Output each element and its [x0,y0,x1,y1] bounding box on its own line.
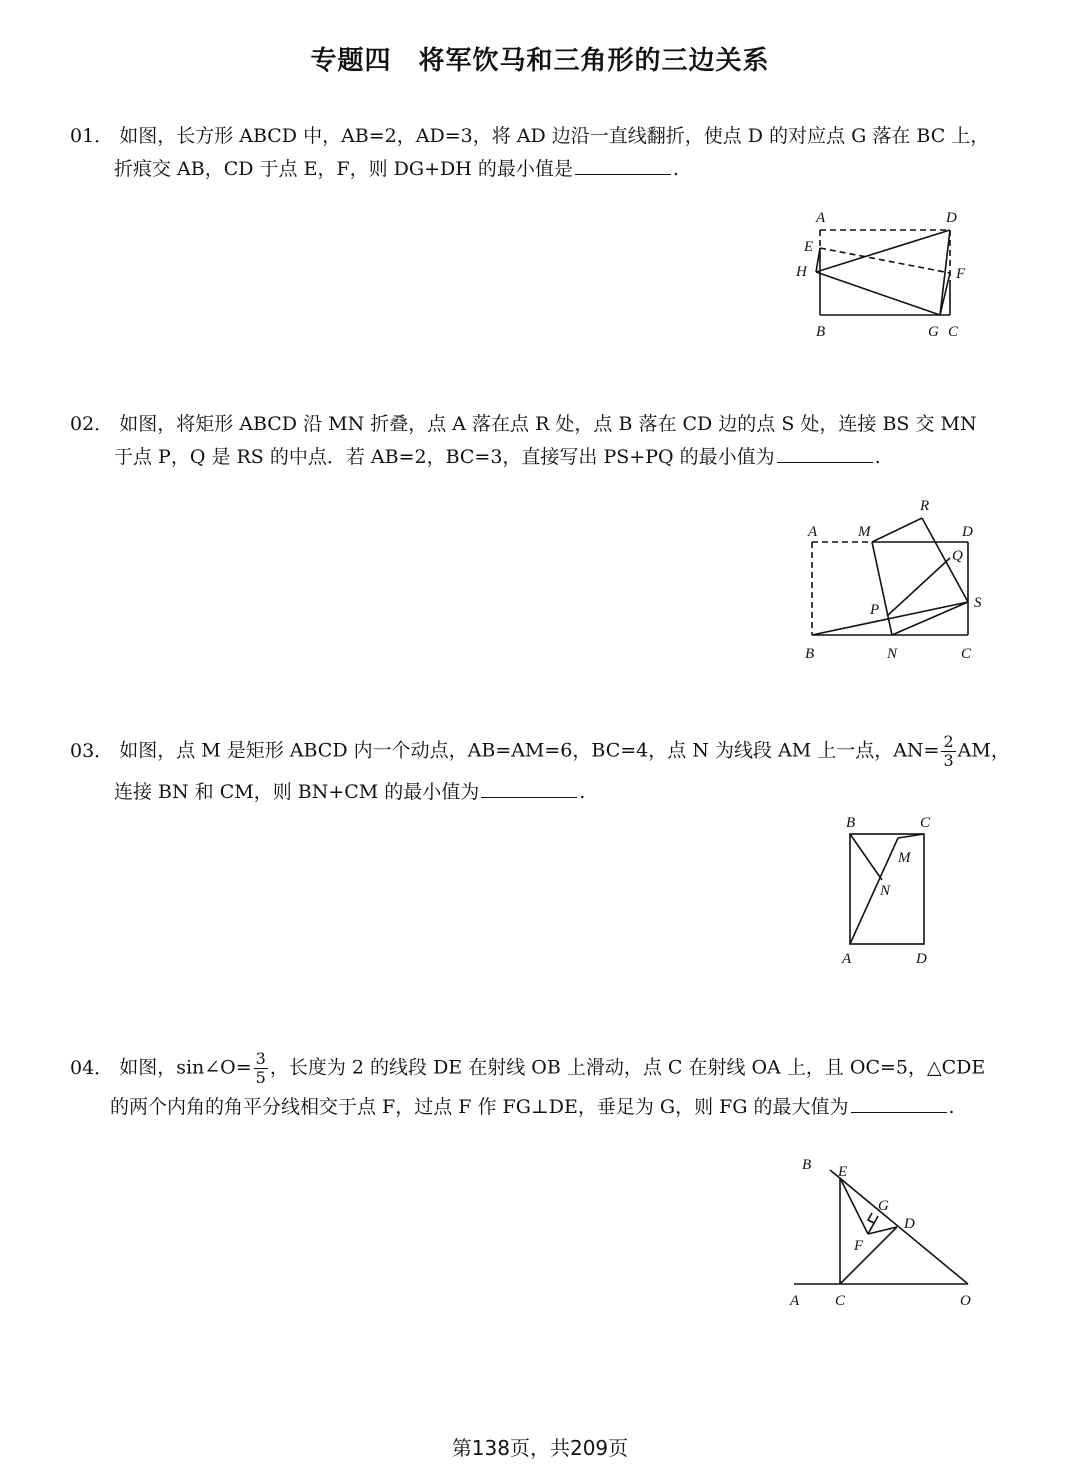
label-O: O [960,1293,971,1309]
problem-text: 如图，将矩形 ABCD 沿 MN 折叠，点 A 落在点 R 处，点 B 落在 CD 边的点 S 处，连接 BS 交 MN [119,413,977,435]
problem-number: 04． [70,1056,114,1079]
answer-blank[interactable] [481,777,577,798]
label-A: A [790,1293,800,1309]
label-C: C [961,646,972,662]
problem-text: 连接 BN 和 CM，则 BN+CM 的最小值为 [114,781,480,803]
label-G: G [878,1198,889,1214]
label-S: S [974,595,982,611]
label-F: F [956,266,966,282]
page-footer: 第138页，共209页 [451,1436,629,1460]
fraction: $\frac{2}{3}$ [943,732,954,770]
figure-problem-3 [830,808,950,973]
figure-problem-2 [790,490,1010,670]
label-A: A [816,210,826,226]
problem-1: 01． 如图，长方形 ABCD 中，AB=2，AD=3，将 AD 边沿一直线翻折，使点 D 的对应点 G 落在 BC 上， 折痕交 AB，CD 于点 E，F，则 DG+DH 的最小值是 . [70,120,1030,186]
label-A: A [842,951,852,967]
problem-text: 如图，点 M 是矩形 ABCD 内一个动点，AB=AM=6，BC=4，点 N 为线段 AM 上一点，AN= [119,739,940,762]
label-B: B [805,646,815,662]
label-H: H [796,264,807,280]
label-Q: Q [952,548,963,564]
answer-blank[interactable] [851,1092,947,1113]
label-F: F [854,1238,864,1254]
label-N: N [880,883,891,899]
label-R: R [920,498,930,514]
label-B: B [802,1157,812,1173]
label-D: D [962,524,973,540]
label-B: B [816,324,826,340]
page-title: 专题四 将军饮马和三角形的三边关系 [310,46,770,76]
problem-text: 的两个内角的角平分线相交于点 F，过点 F 作 FG⊥DE，垂足为 G，则 FG 的最大值为 [110,1096,849,1118]
problem-text: ，长度为 2 的线段 DE 在射线 OB 上滑动，点 C 在射线 OA 上，且 OC=5，△CDE [269,1056,986,1079]
label-D: D [946,210,957,226]
label-E: E [804,239,814,255]
fraction: $\frac{3}{5}$ [255,1049,266,1087]
label-A: A [808,524,818,540]
answer-blank[interactable] [575,154,671,175]
problem-4: 04． 如图，sin∠O= $\frac{3}{5}$ ，长度为 2 的线段 DE 在射线 OB 上滑动，点 C 在射线 OA 上，且 OC=5，△CDE 的两个内角的角平分线相交于点 F，过点 F 作 FG⊥DE，垂足为 G，则 FG 的最大值为 . [70,1049,986,1118]
problem-2: 02． 如图，将矩形 ABCD 沿 MN 折叠，点 A 落在点 R 处，点 B 落在 CD 边的点 S 处，连接 BS 交 MN 于点 P，Q 是 RS 的中点．若 AB=2，BC=3，直接写出 PS+PQ 的最小值为 . [70,408,1030,474]
problem-text: 折痕交 AB，CD 于点 E，F，则 DG+DH 的最小值是 [114,158,573,180]
figure-problem-1 [780,200,980,350]
problem-3: 03． 如图，点 M 是矩形 ABCD 内一个动点，AB=AM=6，BC=4，点 N 为线段 AM 上一点，AN= $\frac{2}{3}$ AM， 连接 BN 和 CM，则 BN+CM 的最小值为 . [70,732,1010,803]
problem-text: 如图，长方形 ABCD 中，AB=2，AD=3，将 AD 边沿一直线翻折，使点 D 的对应点 G 落在 BC 上， [119,125,990,147]
label-B: B [846,815,856,831]
label-M: M [858,524,871,540]
problem-text: 于点 P，Q 是 RS 的中点．若 AB=2，BC=3，直接写出 PS+PQ 的最小值为 [114,446,775,468]
label-E: E [838,1164,848,1180]
label-N: N [887,646,898,662]
problem-number: 01． [70,125,114,147]
label-M: M [898,850,911,866]
label-C: C [835,1293,846,1309]
problem-number: 03． [70,739,114,762]
problem-text: 如图，sin∠O= [119,1056,252,1079]
answer-blank[interactable] [777,442,873,463]
label-D: D [904,1216,915,1232]
label-C: C [920,815,931,831]
figure-problem-4 [780,1150,990,1315]
label-P: P [870,602,880,618]
label-G: G [928,324,939,340]
label-C: C [948,324,959,340]
problem-text: AM， [957,739,1010,762]
problem-number: 02． [70,413,114,435]
label-D: D [916,951,927,967]
